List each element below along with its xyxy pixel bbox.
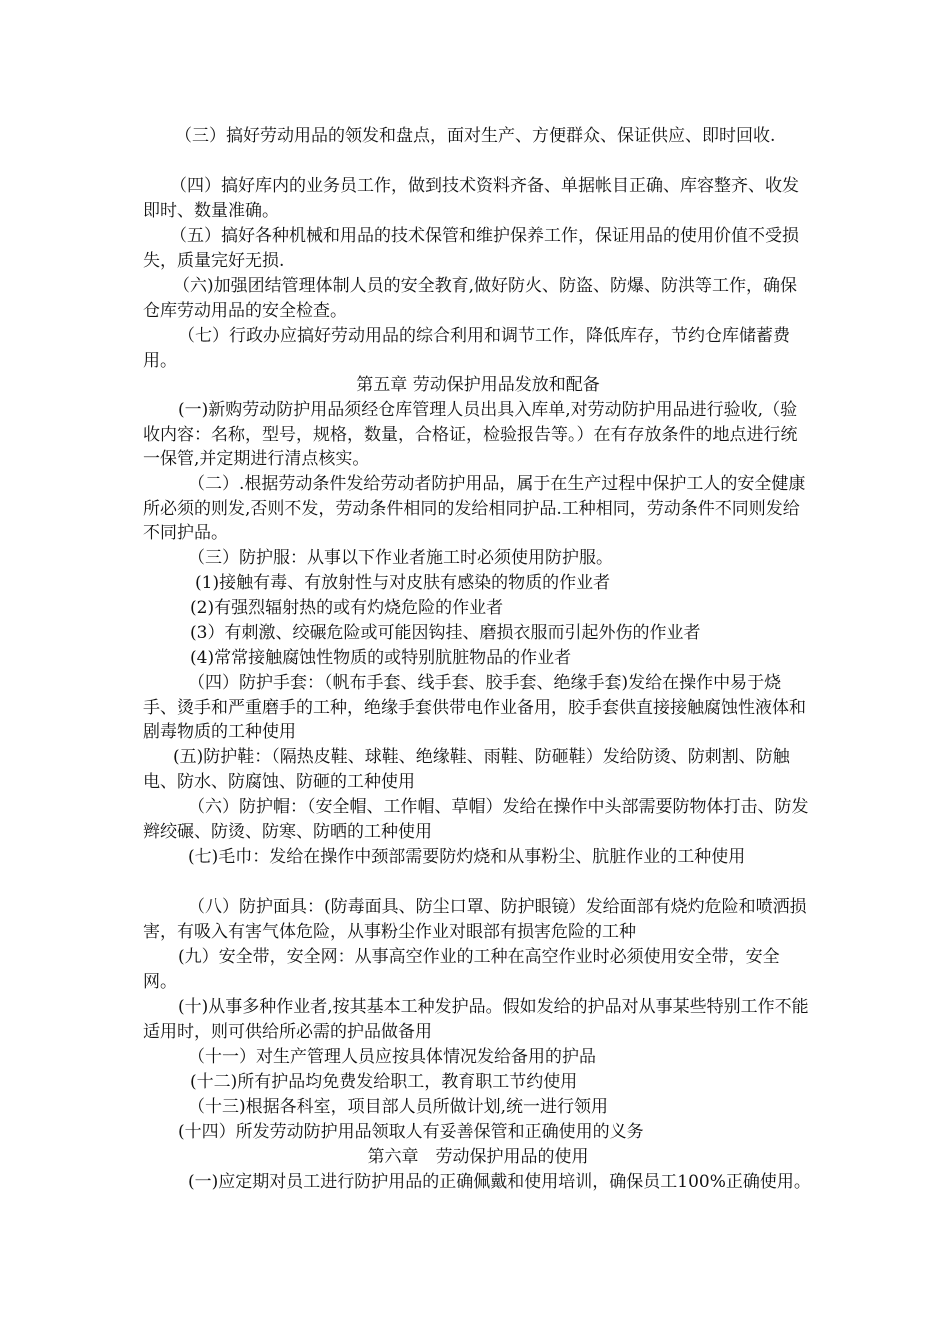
- paragraph-ch5-item-7: (七)毛巾：发给在操作中颈部需要防灼烧和从事粉尘、肮脏作业的工种使用: [188, 847, 746, 867]
- paragraph-ch5-item-10: (十)从事多种作业者,按其基本工种发护品。假如发给的护品对从事某些特别工作不能适用时，则可供给所必需的护品做备用: [143, 997, 809, 1042]
- paragraph-section-6: （六)加强团结管理体制人员的安全教育,做好防火、防盗、防爆、防洪等工作，确保仓库劳动用品的安全检查。: [143, 276, 798, 321]
- paragraph-ch5-item-8: （八）防护面具：(防毒面具、防尘口罩、防护眼镜）发给面部有烧灼危险和喷洒损害，有吸入有害气体危险，从事粉尘作业对眼部有损害危险的工种: [143, 897, 807, 942]
- chapter-6-heading: 第六章 劳动保护用品的使用: [367, 1147, 589, 1167]
- paragraph-ch5-item-9: (九）安全带，安全网：从事高空作业的工种在高空作业时必须使用安全带，安全网。: [143, 947, 780, 992]
- list-item-3: (3）有刺激、绞碾危险或可能因钩挂、磨损衣服而引起外伤的作业者: [190, 623, 701, 643]
- paragraph-ch5-item-3: （三）防护服：从事以下作业者施工时必须使用防护服。: [188, 548, 613, 568]
- paragraph-ch5-item-12: (十二)所有护品均免费发给职工，教育职工节约使用: [190, 1072, 578, 1092]
- paragraph-ch6-item-1: (一)应定期对员工进行防护用品的正确佩戴和使用培训，确保员工100%正确使用。: [188, 1172, 811, 1192]
- paragraph-section-4: （四）搞好库内的业务员工作，做到技术资料齐备、单据帐目正确、库容整齐、收发即时、数量准确。: [143, 176, 799, 221]
- list-item-2: (2)有强烈辐射热的或有灼烧危险的作业者: [190, 598, 504, 618]
- paragraph-section-5: （五）搞好各种机械和用品的技术保管和维护保养工作，保证用品的使用价值不受损失，质量完好无损.: [143, 226, 799, 271]
- paragraph-ch5-item-4: （四）防护手套：（帆布手套、线手套、胶手套、绝缘手套)发给在操作中易于烧手、烫手和严重磨手的工种，绝缘手套供带电作业备用，胶手套供直接接触腐蚀性液体和剧毒物质的工种使用: [143, 673, 806, 743]
- paragraph-ch5-item-5: (五)防护鞋：（隔热皮鞋、球鞋、绝缘鞋、雨鞋、防砸鞋）发给防烫、防刺割、防触电、防水、防腐蚀、防砸的工种使用: [143, 747, 790, 792]
- paragraph-ch5-item-11: （十一）对生产管理人员应按具体情况发给备用的护品: [188, 1047, 596, 1067]
- list-item-4: (4)常常接触腐蚀性物质的或特别肮脏物品的作业者: [190, 648, 572, 668]
- paragraph-ch5-item-6: （六）防护帽：（安全帽、工作帽、草帽）发给在操作中头部需要防物体打击、防发辫绞碾、防烫、防寒、防晒的工种使用: [143, 797, 809, 842]
- list-item-1: (1)接触有毒、有放射性与对皮肤有感染的物质的作业者: [195, 573, 611, 593]
- paragraph-section-3: （三）搞好劳动用品的领发和盘点，面对生产、方便群众、保证供应、即时回收.: [175, 126, 776, 146]
- paragraph-ch5-item-2: （二）.根据劳动条件发给劳动者防护用品，属于在生产过程中保护工人的安全健康所必须的则发,否则不发，劳动条件相同的发给相同护品.工种相同，劳动条件不同则发给不同护品。: [143, 474, 806, 544]
- chapter-5-heading: 第五章 劳动保护用品发放和配备: [356, 375, 600, 395]
- paragraph-ch5-item-1: (一)新购劳动防护用品须经仓库管理人员出具入库单,对劳动防护用品进行验收,（验收内容：名称，型号，规格，数量，合格证，检验报告等。）在有存放条件的地点进行统一保管,并定期进行清点核实。: [143, 400, 798, 470]
- paragraph-ch5-item-14: (十四）所发劳动防护用品领取人有妥善保管和正确使用的义务: [178, 1122, 644, 1142]
- paragraph-ch5-item-13: （十三)根据各科室，项目部人员所做计划,统一进行领用: [188, 1097, 609, 1117]
- paragraph-section-7: （七）行政办应搞好劳动用品的综合利用和调节工作，降低库存，节约仓库储蓄费用。: [143, 326, 790, 371]
